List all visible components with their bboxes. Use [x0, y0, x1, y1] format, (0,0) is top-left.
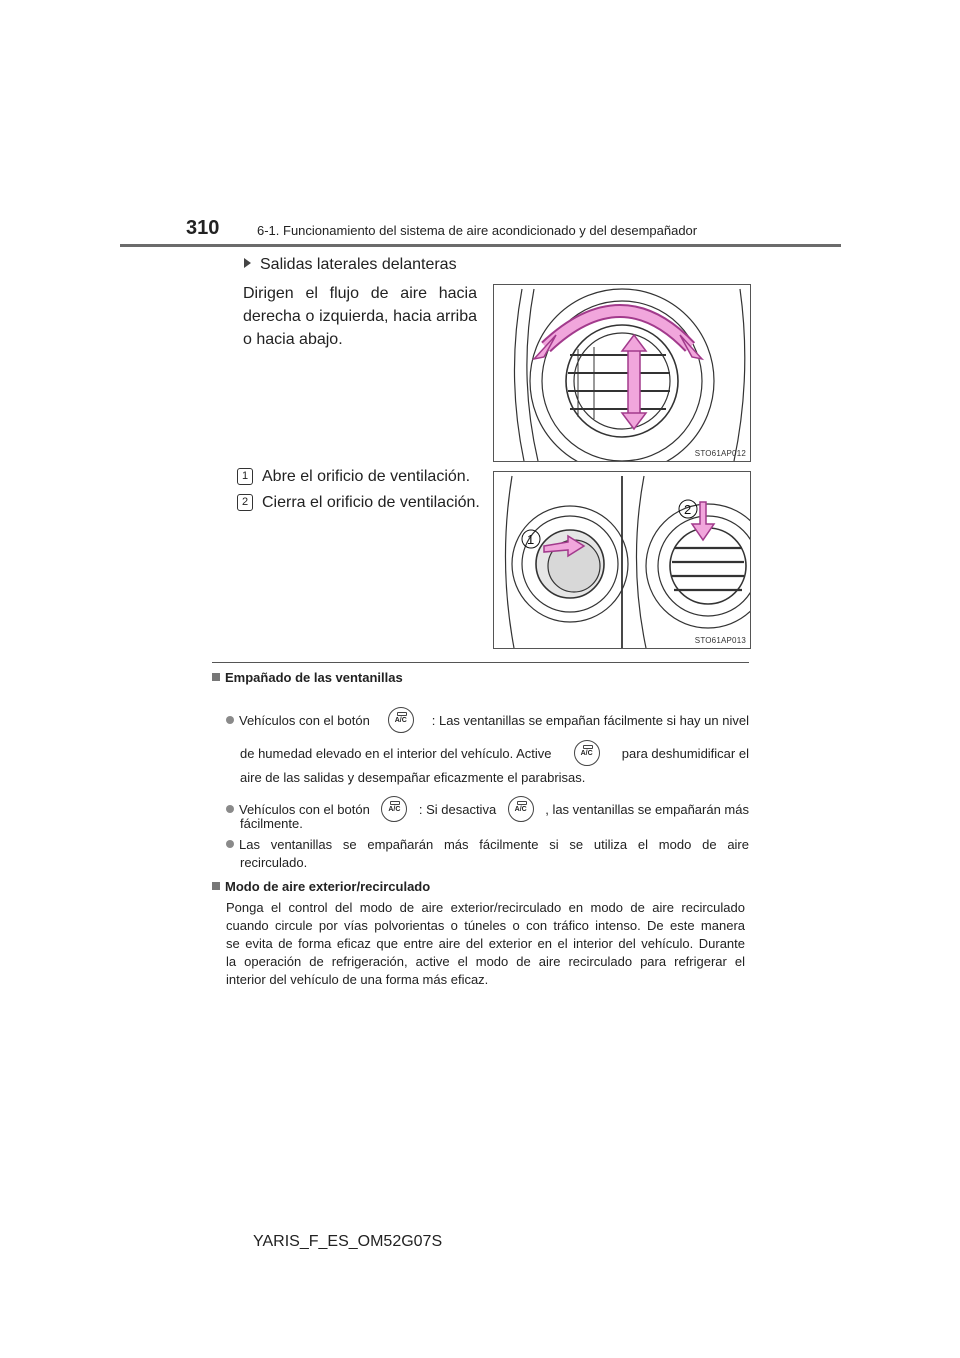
fogging-title: Empañado de las ventanillas: [225, 670, 403, 685]
recirc-line: cuando circule por vías polvorientas o túneles o con tráfico intenso. De este manera: [226, 918, 745, 933]
ac-label: A/C: [580, 750, 593, 757]
text: Las ventanillas se empañarán más fácilmente si se utiliza el modo de aire: [239, 837, 749, 852]
step-open: [237, 468, 470, 486]
recirc-title: Modo de aire exterior/recirculado: [225, 879, 431, 894]
text: Vehículos con el botón: [239, 712, 370, 728]
figure-code: STO61AP012: [694, 449, 746, 458]
step-text: Abre el orificio de ventilación.: [262, 468, 471, 485]
chapter-title: 6-1. Funcionamiento del sistema de aire acondicionado y del desempañador: [257, 223, 698, 238]
recirc-line: Ponga el control del modo de aire exterior/recirculado en modo de aire recirculado: [226, 900, 745, 915]
fogging-bullet-3-line-2: recirculado.: [240, 855, 308, 870]
text: : Si desactiva: [418, 801, 497, 817]
document-code: YARIS_F_ES_OM52G07S: [253, 1233, 443, 1250]
vent-direction-figure: [493, 284, 751, 462]
text: , las ventanillas se empañarán más: [545, 801, 749, 817]
text: para deshumidificar el: [621, 745, 749, 761]
text: de humedad elevado en el interior del vehículo. Active: [240, 745, 552, 761]
fogging-bullet-3-line-1: [226, 837, 749, 852]
page-number: 310: [186, 217, 220, 239]
fogging-bullet-1-line-1: [226, 707, 749, 733]
ac-label: A/C: [388, 806, 401, 813]
section-description: Dirigen el flujo de aire hacia derecha o izquierda, hacia arriba o hacia abajo.: [243, 285, 477, 348]
section-heading: [244, 256, 457, 274]
ac-button-icon: [574, 740, 600, 766]
round-bullet-icon: [226, 840, 234, 848]
recirc-line: interior del vehículo de una forma más eficaz.: [226, 972, 489, 987]
callout-2: 2: [684, 502, 692, 517]
ac-button-icon: [388, 707, 414, 733]
recirc-line: la operación de refrigeración, active el modo de aire recirculado para refrigerar el: [226, 954, 745, 969]
section-title: Salidas laterales delanteras: [260, 256, 457, 273]
square-bullet-icon: [212, 673, 220, 681]
step-number-badge: 2: [237, 494, 253, 511]
text: : Las ventanillas se empañan fácilmente si hay un nivel: [431, 712, 749, 728]
step-text: Cierra el orificio de ventilación.: [262, 494, 480, 511]
section-divider: [212, 662, 749, 663]
step-number-badge: 1: [237, 468, 253, 485]
square-bullet-icon: [212, 882, 220, 890]
round-bullet-icon: [226, 805, 234, 813]
fogging-heading: [212, 670, 403, 685]
triangle-bullet-icon: [244, 258, 251, 268]
vent-open-close-illustration: [494, 472, 750, 648]
recirc-line: se evita de forma eficaz que entre aire del exterior en el interior del vehículo. Durante: [226, 936, 745, 951]
fogging-bullet-1-line-3: aire de las salidas y desempañar eficazmente el parabrisas.: [240, 770, 586, 785]
fogging-bullet-2-line-1: [226, 796, 749, 822]
ac-button-icon: [381, 796, 407, 822]
figure-code: STO61AP013: [694, 636, 746, 645]
ac-label: A/C: [394, 717, 407, 724]
fogging-bullet-1-line-2: [240, 740, 749, 766]
text: Vehículos con el botón: [239, 801, 370, 817]
vent-open-close-figure: [493, 471, 751, 649]
recirc-heading: [212, 879, 430, 894]
header-rule: [120, 244, 841, 247]
ac-button-icon: [508, 796, 534, 822]
vent-direction-illustration: [494, 285, 750, 461]
ac-label: A/C: [514, 806, 527, 813]
callout-1: 1: [527, 532, 535, 547]
round-bullet-icon: [226, 716, 234, 724]
fogging-bullet-2-line-2: fácilmente.: [240, 816, 303, 831]
step-close: [237, 494, 480, 512]
